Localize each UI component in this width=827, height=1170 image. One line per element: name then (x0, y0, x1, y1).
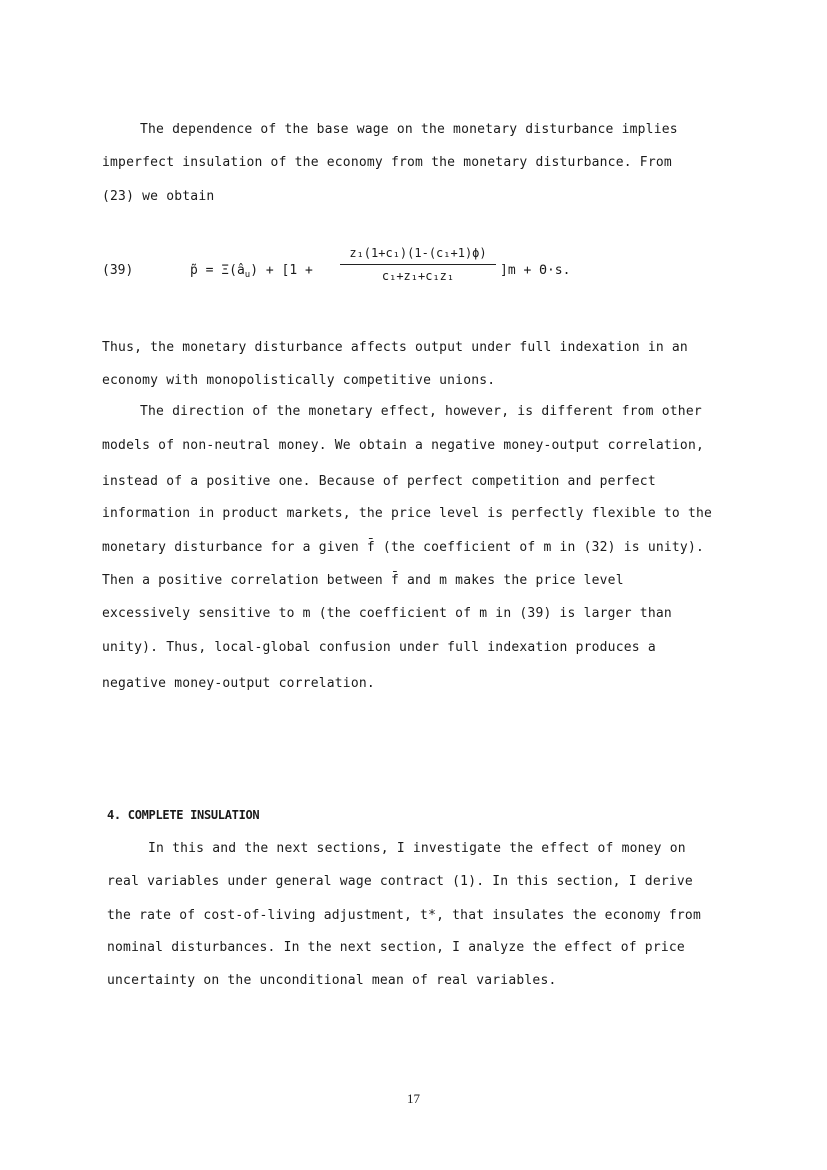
para4-line-2: real variables under general wage contract (1). In this section, I derive (107, 874, 693, 889)
para3-line-6: Then a positive correlation between f̄ and m makes the price level (102, 573, 624, 588)
equation-lhs-sub: u (244, 270, 251, 280)
para3-line-7: excessively sensitive to m (the coefficient of m in (39) is larger than (102, 606, 672, 621)
para4-line-1: In this and the next sections, I investigate the effect of money on (148, 841, 686, 856)
para1-line-3: (23) we obtain (102, 189, 215, 204)
para3-line-8: unity). Thus, local-global confusion under full indexation produces a (102, 640, 656, 655)
fraction-bar (340, 264, 496, 265)
para1-line-1: The dependence of the base wage on the monetary disturbance implies (140, 122, 678, 137)
equation-tail: ]m + Θ·s. (500, 263, 571, 278)
para4-line-5: uncertainty on the unconditional mean of real variables. (107, 973, 557, 988)
para4-line-4: nominal disturbances. In the next section, I analyze the effect of price (107, 940, 685, 955)
para3-line-4: information in product markets, the price level is perfectly flexible to the (102, 506, 713, 521)
page-number: 17 (407, 1091, 420, 1106)
para3-line-5: monetary disturbance for a given f̄ (the coefficient of m in (32) is unity). (102, 540, 704, 555)
para3-line-9: negative money-output correlation. (102, 676, 375, 691)
para3-line-3: instead of a positive one. Because of perfect competition and perfect (102, 474, 656, 489)
equation-lhs (190, 263, 313, 280)
equation-lhs-text: p̃ = Ξ(â (190, 263, 245, 278)
para2-line-2: economy with monopolistically competitive unions. (102, 373, 496, 388)
equation-mid-text: ) + [1 + (250, 263, 313, 278)
equation-label: (39) (102, 263, 134, 278)
para3-line-1: The direction of the monetary effect, however, is different from other (140, 404, 702, 419)
para2-line-1: Thus, the monetary disturbance affects output under full indexation in an (102, 340, 688, 355)
para3-line-2: models of non-neutral money. We obtain a negative money-output correlation, (102, 438, 704, 453)
para1-line-2: imperfect insulation of the economy from the monetary disturbance. From (102, 155, 672, 170)
equation-fraction (340, 244, 496, 285)
equation-denominator: c₁+z₁+c₁z₁ (381, 269, 455, 283)
para4-line-3: the rate of cost-of-living adjustment, t*, that insulates the economy from (107, 908, 701, 923)
equation-numerator: z₁(1+c₁)(1-(c₁+1)ϕ) (349, 246, 487, 260)
section-heading: 4. COMPLETE INSULATION (107, 808, 260, 822)
